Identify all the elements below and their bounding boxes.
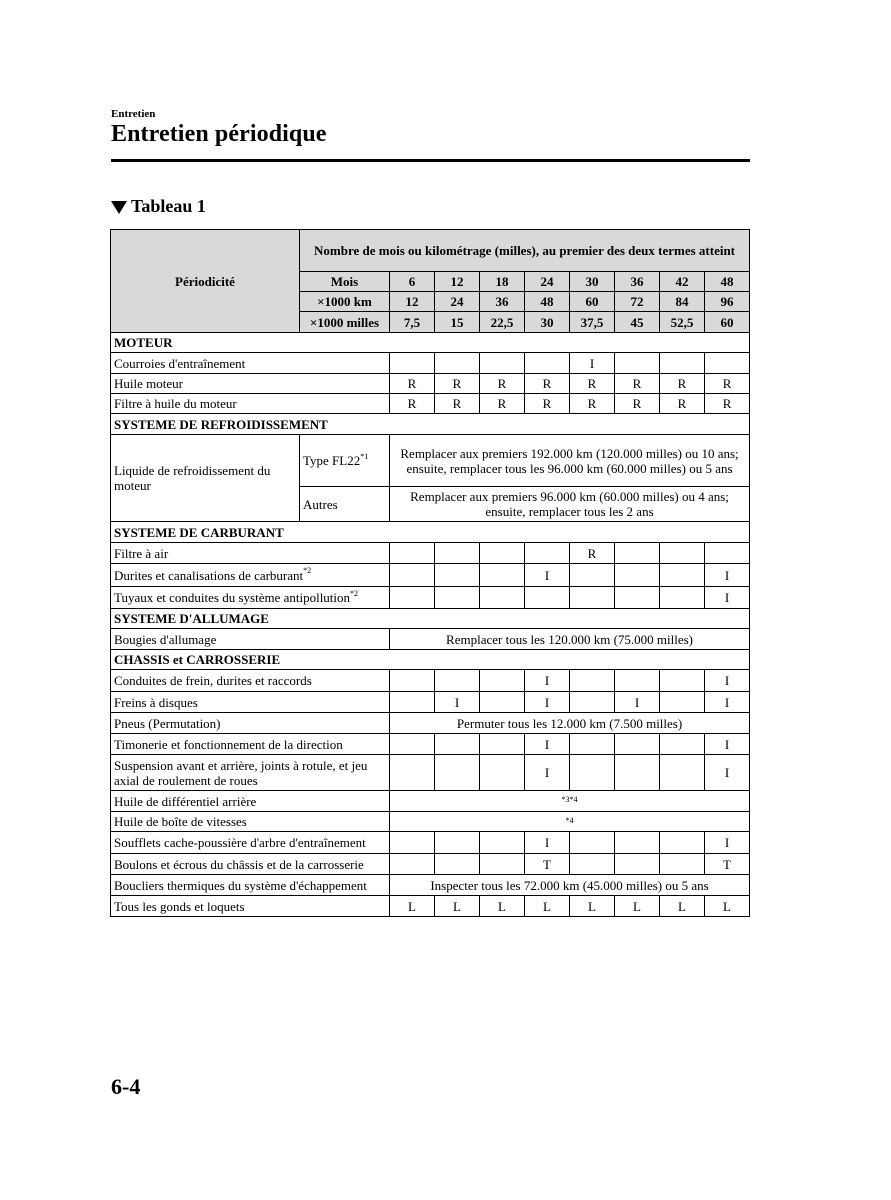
table-row [111, 587, 750, 609]
heat-shield-instruction: Inspecter tous les 72.000 km (45.000 milles) ou 5 ans [390, 875, 750, 896]
interval-cell [525, 543, 570, 564]
table-row [111, 353, 750, 374]
interval-cell: I [525, 692, 570, 713]
table-row [111, 875, 750, 896]
footnote-marker: *4 [390, 812, 750, 832]
interval-cell: R [390, 394, 435, 414]
interval-cell: R [570, 543, 615, 564]
interval-cell [435, 564, 480, 587]
interval-cell [390, 692, 435, 713]
interval-cell [615, 543, 660, 564]
table-row [111, 374, 750, 394]
interval-cell [660, 587, 705, 609]
interval-cell [570, 670, 615, 692]
coolant-fl22-instruction: Remplacer aux premiers 192.000 km (120.000 milles) ou 10 ans; ensuite, remplacer tous les 96.000 km (60.000 milles) ou 5 ans [390, 435, 750, 487]
interval-cell [480, 854, 525, 875]
spark-plug-instruction: Remplacer tous les 120.000 km (75.000 milles) [390, 629, 750, 650]
interval-cell [660, 734, 705, 755]
row-label: Durites et canalisations de carburant$^{*2}$ [111, 564, 390, 587]
interval-cell [390, 353, 435, 374]
interval-cell [480, 670, 525, 692]
interval-cell [705, 543, 750, 564]
row-label: Tous les gonds et loquets [111, 896, 390, 917]
interval-cell: R [615, 374, 660, 394]
section-row [111, 609, 750, 629]
table-row [111, 734, 750, 755]
footnote-marker: *3*4 [390, 791, 750, 812]
interval-cell: R [435, 374, 480, 394]
months-label: Mois [300, 272, 390, 292]
section-label: Entretien [111, 108, 156, 120]
table-row [111, 854, 750, 875]
row-label: Bougies d'allumage [111, 629, 390, 650]
interval-cell [615, 564, 660, 587]
table-row [111, 896, 750, 917]
interval-cell [480, 543, 525, 564]
row-label: Timonerie et fonctionnement de la direction [111, 734, 390, 755]
interval-cell [435, 734, 480, 755]
interval-cell: I [705, 832, 750, 854]
title-divider [111, 159, 750, 162]
interval-cell: I [525, 832, 570, 854]
footnote-marker: *2 [303, 566, 312, 576]
km-cell: 96 [705, 292, 750, 312]
header-row-interval [111, 230, 750, 272]
interval-cell [660, 755, 705, 791]
interval-cell [480, 587, 525, 609]
interval-cell: R [705, 394, 750, 414]
table-row [111, 543, 750, 564]
coolant-type-fl22: Type FL22$^{*1}$ [300, 435, 390, 487]
km-label: ×1000 km [300, 292, 390, 312]
interval-cell [615, 353, 660, 374]
interval-cell [570, 832, 615, 854]
table-row [111, 812, 750, 832]
interval-cell [615, 587, 660, 609]
miles-cell: 30 [525, 312, 570, 333]
km-cell: 24 [435, 292, 480, 312]
interval-cell [525, 587, 570, 609]
interval-cell: I [435, 692, 480, 713]
interval-cell [480, 564, 525, 587]
interval-cell [615, 670, 660, 692]
footnote-marker: *2 [350, 588, 359, 598]
interval-cell [435, 832, 480, 854]
section-row [111, 522, 750, 543]
section-row [111, 333, 750, 353]
miles-cell: 60 [705, 312, 750, 333]
row-label: Soufflets cache-poussière d'arbre d'entraînement [111, 832, 390, 854]
row-label: Conduites de frein, durites et raccords [111, 670, 390, 692]
km-cell: 48 [525, 292, 570, 312]
row-label: Suspension avant et arrière, joints à rotule, et jeu axial de roulement de roues [111, 755, 390, 791]
interval-cell [390, 832, 435, 854]
interval-cell [570, 854, 615, 875]
month-cell: 30 [570, 272, 615, 292]
interval-cell [480, 832, 525, 854]
row-label: Filtre à huile du moteur [111, 394, 390, 414]
table-row [111, 692, 750, 713]
interval-cell [705, 353, 750, 374]
interval-cell [390, 755, 435, 791]
interval-cell: L [570, 896, 615, 917]
interval-cell [660, 670, 705, 692]
section-row [111, 650, 750, 670]
interval-cell [660, 564, 705, 587]
interval-cell [480, 692, 525, 713]
row-label: Boucliers thermiques du système d'échappement [111, 875, 390, 896]
interval-cell: I [705, 670, 750, 692]
coolant-type-autres: Autres [300, 487, 390, 522]
miles-cell: 15 [435, 312, 480, 333]
interval-cell: L [705, 896, 750, 917]
interval-cell [480, 353, 525, 374]
row-label: Pneus (Permutation) [111, 713, 390, 734]
interval-cell [435, 587, 480, 609]
tire-rotation-instruction: Permuter tous les 12.000 km (7.500 milles) [390, 713, 750, 734]
interval-cell [615, 854, 660, 875]
table-row [111, 713, 750, 734]
interval-cell: T [525, 854, 570, 875]
interval-cell [390, 564, 435, 587]
row-label: Huile de différentiel arrière [111, 791, 390, 812]
interval-cell [435, 353, 480, 374]
interval-cell: I [525, 564, 570, 587]
row-label: Freins à disques [111, 692, 390, 713]
interval-cell [435, 755, 480, 791]
interval-cell [570, 587, 615, 609]
footnote-marker: *1 [360, 451, 369, 461]
interval-cell [435, 543, 480, 564]
interval-cell: I [570, 353, 615, 374]
interval-cell: R [435, 394, 480, 414]
interval-cell: I [705, 564, 750, 587]
row-label: Courroies d'entraînement [111, 353, 390, 374]
interval-cell [435, 670, 480, 692]
interval-cell: I [705, 692, 750, 713]
interval-cell [390, 670, 435, 692]
row-label: Boulons et écrous du châssis et de la carrosserie [111, 854, 390, 875]
interval-header: Nombre de mois ou kilométrage (milles), au premier des deux termes atteint [300, 230, 750, 272]
month-cell: 6 [390, 272, 435, 292]
section-carburant: SYSTEME DE CARBURANT [111, 522, 750, 543]
interval-cell: I [615, 692, 660, 713]
miles-cell: 52,5 [660, 312, 705, 333]
table-row [111, 435, 750, 487]
interval-cell: T [705, 854, 750, 875]
month-cell: 42 [660, 272, 705, 292]
interval-cell [570, 734, 615, 755]
km-cell: 12 [390, 292, 435, 312]
interval-cell: R [705, 374, 750, 394]
interval-cell [480, 755, 525, 791]
maintenance-table [110, 229, 750, 917]
km-cell: 84 [660, 292, 705, 312]
miles-cell: 45 [615, 312, 660, 333]
interval-cell [480, 734, 525, 755]
interval-cell [615, 755, 660, 791]
table-row [111, 832, 750, 854]
month-cell: 12 [435, 272, 480, 292]
table-heading [111, 196, 206, 217]
section-moteur: MOTEUR [111, 333, 750, 353]
month-cell: 48 [705, 272, 750, 292]
section-chassis: CHASSIS et CARROSSERIE [111, 650, 750, 670]
km-cell: 60 [570, 292, 615, 312]
coolant-autres-instruction: Remplacer aux premiers 96.000 km (60.000 milles) ou 4 ans; ensuite, remplacer tous les 2 ans [390, 487, 750, 522]
interval-cell: R [570, 374, 615, 394]
miles-label: ×1000 milles [300, 312, 390, 333]
interval-cell: L [615, 896, 660, 917]
interval-cell [390, 854, 435, 875]
interval-cell: R [525, 394, 570, 414]
miles-cell: 7,5 [390, 312, 435, 333]
table-row [111, 791, 750, 812]
interval-cell: L [525, 896, 570, 917]
interval-cell [435, 854, 480, 875]
interval-cell [660, 854, 705, 875]
miles-cell: 22,5 [480, 312, 525, 333]
row-label: Liquide de refroidissement du moteur [111, 435, 300, 522]
row-label: Filtre à air [111, 543, 390, 564]
month-cell: 24 [525, 272, 570, 292]
section-allumage: SYSTEME D'ALLUMAGE [111, 609, 750, 629]
interval-cell: R [525, 374, 570, 394]
table-row [111, 564, 750, 587]
interval-cell [570, 692, 615, 713]
table-row [111, 629, 750, 650]
interval-cell [390, 587, 435, 609]
interval-cell: L [390, 896, 435, 917]
interval-cell: R [570, 394, 615, 414]
interval-cell: I [705, 755, 750, 791]
interval-cell: L [480, 896, 525, 917]
interval-cell [390, 734, 435, 755]
interval-cell [660, 692, 705, 713]
interval-cell [660, 832, 705, 854]
table-row [111, 755, 750, 791]
interval-cell: L [660, 896, 705, 917]
interval-cell [615, 734, 660, 755]
interval-cell [525, 353, 570, 374]
interval-cell: I [705, 734, 750, 755]
page-title: Entretien périodique [111, 121, 327, 147]
periodicite-header: Périodicité [111, 230, 300, 333]
interval-cell: R [480, 394, 525, 414]
interval-cell [615, 832, 660, 854]
interval-cell: R [615, 394, 660, 414]
interval-cell: I [525, 755, 570, 791]
interval-cell: R [660, 394, 705, 414]
triangle-down-icon [111, 201, 127, 214]
row-label: Tuyaux et conduites du système antipollution$^{*2}$ [111, 587, 390, 609]
section-row [111, 414, 750, 435]
interval-cell: R [660, 374, 705, 394]
km-cell: 72 [615, 292, 660, 312]
interval-cell [570, 755, 615, 791]
interval-cell [660, 543, 705, 564]
interval-cell: I [525, 670, 570, 692]
interval-cell: R [390, 374, 435, 394]
row-label: Huile moteur [111, 374, 390, 394]
interval-cell: R [480, 374, 525, 394]
month-cell: 18 [480, 272, 525, 292]
table-row [111, 394, 750, 414]
interval-cell [390, 543, 435, 564]
interval-cell: I [705, 587, 750, 609]
interval-cell [660, 353, 705, 374]
interval-cell: I [525, 734, 570, 755]
page-number: 6-4 [111, 1074, 141, 1099]
table-row [111, 670, 750, 692]
miles-cell: 37,5 [570, 312, 615, 333]
interval-cell [570, 564, 615, 587]
section-refroidissement: SYSTEME DE REFROIDISSEMENT [111, 414, 750, 435]
km-cell: 36 [480, 292, 525, 312]
month-cell: 36 [615, 272, 660, 292]
row-label: Huile de boîte de vitesses [111, 812, 390, 832]
interval-cell: L [435, 896, 480, 917]
table-title: Tableau 1 [131, 196, 206, 216]
